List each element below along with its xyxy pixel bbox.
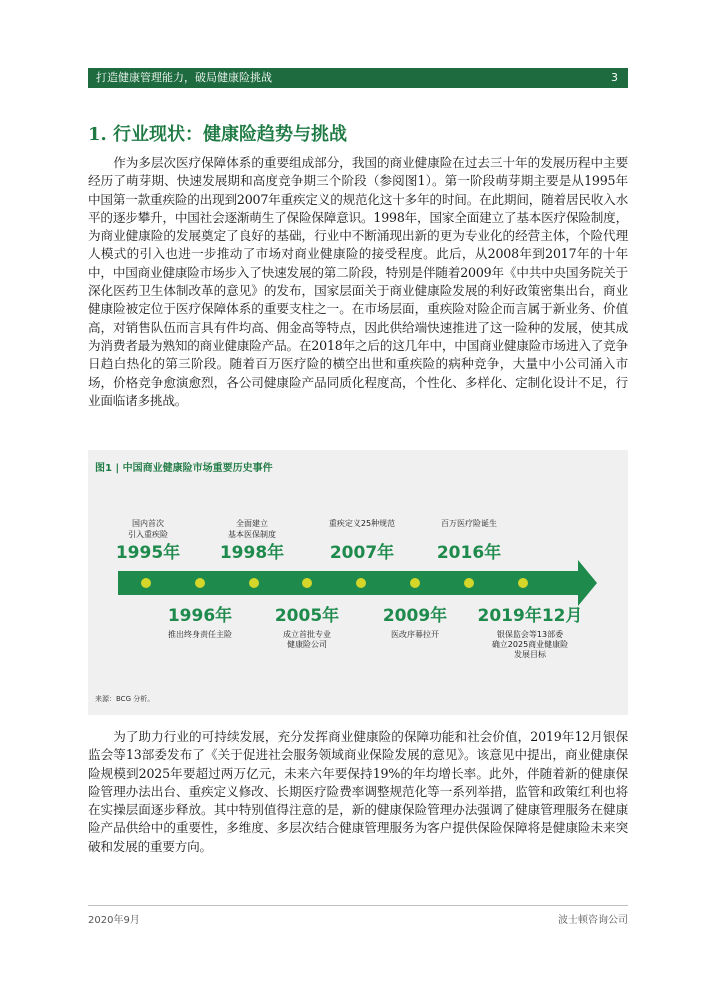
timeline-event-year: 2009年 xyxy=(382,606,448,626)
timeline-event-desc: 引入重疾险 xyxy=(128,530,168,539)
page-number: 3 xyxy=(611,71,618,84)
figure-source: 来源：BCG 分析。 xyxy=(95,695,155,703)
timeline-event-year: 2007年 xyxy=(329,543,395,563)
footer-date: 2020年9月 xyxy=(88,915,140,926)
timeline-event-desc: 确立2025商业健康险 xyxy=(491,640,569,649)
timeline-event-desc: 发展目标 xyxy=(514,650,546,659)
timeline-dot xyxy=(302,578,312,588)
timeline-graphic xyxy=(88,450,628,715)
figure-timeline xyxy=(88,450,628,715)
timeline-event-desc: 基本医保制度 xyxy=(228,530,276,539)
header-bar xyxy=(88,68,628,88)
timeline-event-desc: 成立首批专业 xyxy=(283,630,331,639)
timeline-event-desc: 推出终身责任主险 xyxy=(168,630,232,639)
timeline-dot xyxy=(464,578,474,588)
figure-caption: 图1 | 中国商业健康险市场重要历史事件 xyxy=(95,463,273,474)
timeline-dot xyxy=(249,578,259,588)
paragraph-2: 为了助力行业的可持续发展，充分发挥商业健康险的保障功能和社会价值，2019年12月银保监会等13部委发布了《关于促进社会服务领域商业保险发展的意见》。该意见中提出，商业健康保险规模到2025年要超过两万亿元，未来六年要保持19%的年均增长率。此外，伴随着新的健康保险管理办法出台、重疾定义修改、长期医疗险费率调整规范化等一系列举措，监管和政策红利也将在实操层面逐步释放。其中特别值得注意的是，新的健康保险管理办法强调了健康管理服务在健康险产品供给中的重要性，多维度、多层次结合健康管理服务为客户提供保险保障将是健康险未来突破和发展的重要方向。 xyxy=(88,729,628,854)
timeline-event-year: 1995年 xyxy=(115,543,181,563)
footer-organization: 波士顿咨询公司 xyxy=(558,915,628,926)
timeline-event-desc: 银保监会等13部委 xyxy=(496,630,564,639)
header-title: 打造健康管理能力，破局健康险挑战 xyxy=(96,71,272,84)
timeline-event-desc: 医改序幕拉开 xyxy=(391,630,439,639)
timeline-event-year: 2005年 xyxy=(274,606,340,626)
timeline-event-year: 1998年 xyxy=(219,543,285,563)
timeline-event-year: 2016年 xyxy=(436,543,502,563)
timeline-event-desc: 百万医疗险诞生 xyxy=(441,519,497,528)
timeline-event-year: 2019年12月 xyxy=(477,606,583,626)
footer-divider xyxy=(88,905,628,906)
timeline-dot xyxy=(356,578,366,588)
timeline-dot xyxy=(410,578,420,588)
timeline-dot xyxy=(141,578,151,588)
timeline-event-desc: 重疾定义25种规范 xyxy=(328,519,396,528)
timeline-dot xyxy=(518,578,528,588)
section-title: 1. 行业现状：健康险趋势与挑战 xyxy=(88,124,348,145)
timeline-event-year: 1996年 xyxy=(167,606,233,626)
timeline-dot xyxy=(195,578,205,588)
timeline-event-desc: 全面建立 xyxy=(236,519,268,528)
paragraph-1: 作为多层次医疗保障体系的重要组成部分，我国的商业健康险在过去三十年的发展历程中主要经历了萌芽期、快速发展期和高度竞争期三个阶段（参阅图1）。第一阶段萌芽期主要是从1995年中国第一款重疾险的出现到2007年重疾定义的规范化这十多年的时间。在此期间，随着居民收入水平的逐步攀升，中国社会逐渐萌生了保险保障意识。1998年，国家全面建立了基本医疗保险制度，为商业健康险的发展奠定了良好的基础，行业中不断涌现出新的更为专业化的经营主体，个险代理人模式的引入也进一步推动了市场对商业健康险的接受程度。此后，从2008年到2017年的十年中，中国商业健康险市场步入了快速发展的第二阶段，特别是伴随着2009年《中共中央国务院关于深化医药卫生体制改革的意见》的发布，国家层面关于商业健康险发展的利好政策密集出台，商业健康险被定位于医疗保障体系的重要支柱之一。在市场层面，重疾险对险企而言属于新业务、价值高，对销售队伍而言具有件均高、佣金高等特点，因此供给端快速推进了这一险种的发展，使其成为消费者最为熟知的商业健康险产品。在2018年之后的这几年中，中国商业健康险市场进入了竞争日趋白热化的第三阶段。随着百万医疗险的横空出世和重疾险的病种竞争，大量中小公司涌入市场，价格竞争愈演愈烈，各公司健康险产品同质化程度高，个性化、多样化、定制化设计不足，行业面临诸多挑战。 xyxy=(88,155,628,408)
timeline-event-desc: 国内首次 xyxy=(132,519,164,528)
timeline-event-desc: 健康险公司 xyxy=(287,640,327,649)
